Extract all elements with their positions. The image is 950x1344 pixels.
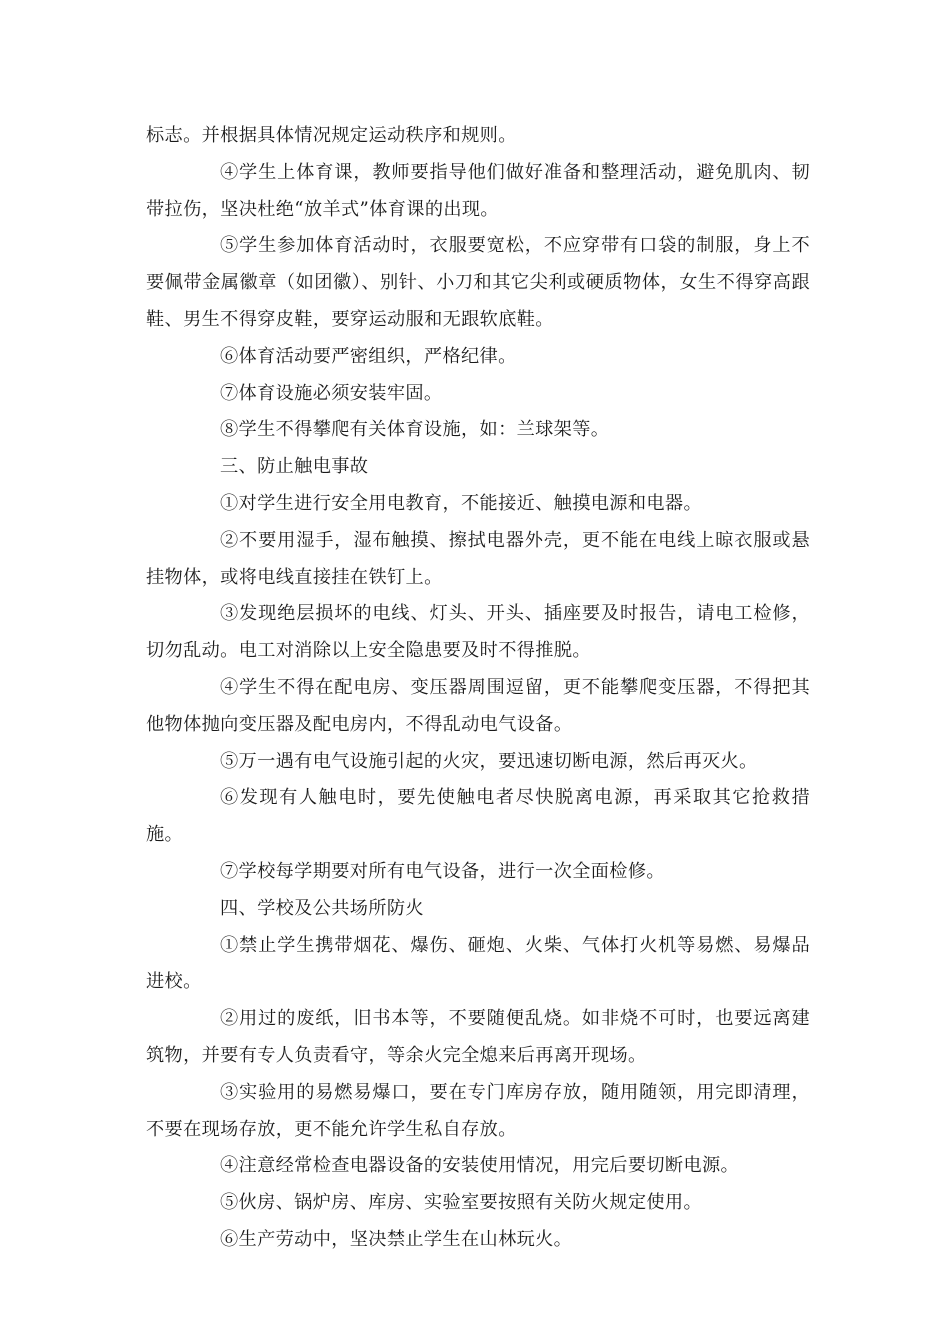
paragraph-10: ③发现绝层损坏的电线、灯头、开头、插座要及时报告，请电工检修，切勿乱动。电工对消除以上安全隐患要及时不得推脱。: [146, 603, 810, 662]
paragraph-8: ①对学生进行安全用电教育，不能接近、触摸电源和电器。: [220, 492, 702, 514]
section-heading-4: 四、学校及公共场所防火: [220, 897, 424, 919]
section-heading-3: 三、防止触电事故: [220, 456, 369, 478]
paragraph-5: ⑦体育设施必须安装牢固。: [220, 382, 443, 404]
paragraph-9: ②不要用湿手，湿布触摸、擦拭电器外壳，更不能在电线上晾衣服或悬挂物体，或将电线直接挂在铁钉上。: [146, 529, 810, 588]
paragraph-11: ④学生不得在配电房、变压器周围逗留，更不能攀爬变压器，不得把其他物体抛向变压器及配电房内，不得乱动电气设备。: [146, 676, 810, 735]
paragraph-16: ①禁止学生携带烟花、爆伤、砸炮、火柴、气体打火机等易燃、易爆品进校。: [146, 934, 810, 993]
paragraph-13: ⑥发现有人触电时，要先使触电者尽快脱离电源，再采取其它抢救措施。: [146, 787, 810, 846]
paragraph-20: ⑤伙房、锅炉房、库房、实验室要按照有关防火规定使用。: [220, 1192, 702, 1214]
paragraph-1: 标志。并根据具体情况规定运动秩序和规则。: [146, 125, 517, 146]
paragraph-4: ⑥体育活动要严密组织，严格纪律。: [220, 345, 517, 367]
paragraph-18: ③实验用的易燃易爆口，要在专门库房存放，随用随领，用完即清理，不要在现场存放，更不能允许学生私自存放。: [146, 1081, 810, 1140]
paragraph-14: ⑦学校每学期要对所有电气设备，进行一次全面检修。: [220, 860, 665, 882]
paragraph-21: ⑥生产劳动中，坚决禁止学生在山林玩火。: [220, 1228, 573, 1250]
paragraph-17: ②用过的废纸，旧书本等，不要随便乱烧。如非烧不可时，也要远离建筑物，并要有专人负责看守，等余火完全熄来后再离开现场。: [146, 1008, 810, 1066]
paragraph-19: ④注意经常检查电器设备的安装使用情况，用完后要切断电源。: [220, 1155, 740, 1177]
paragraph-2: ④学生上体育课，教师要指导他们做好准备和整理活动，避免肌肉、韧带拉伤，坚决杜绝“放羊式”体育课的出现。: [146, 161, 810, 220]
paragraph-6: ⑧学生不得攀爬有关体育设施，如：兰球架等。: [220, 419, 610, 441]
paragraph-12: ⑤万一遇有电气设施引起的火灾，要迅速切断电源，然后再灭火。: [220, 750, 758, 772]
paragraph-3: ⑤学生参加体育活动时，衣服要宽松，不应穿带有口袋的制服，身上不要佩带金属徽章（如团徽）、别针、小刀和其它尖利或硬质物体，女生不得穿高跟鞋、男生不得穿皮鞋，要穿运动服和无跟软底鞋。: [146, 235, 810, 330]
document-body: [146, 118, 810, 1259]
